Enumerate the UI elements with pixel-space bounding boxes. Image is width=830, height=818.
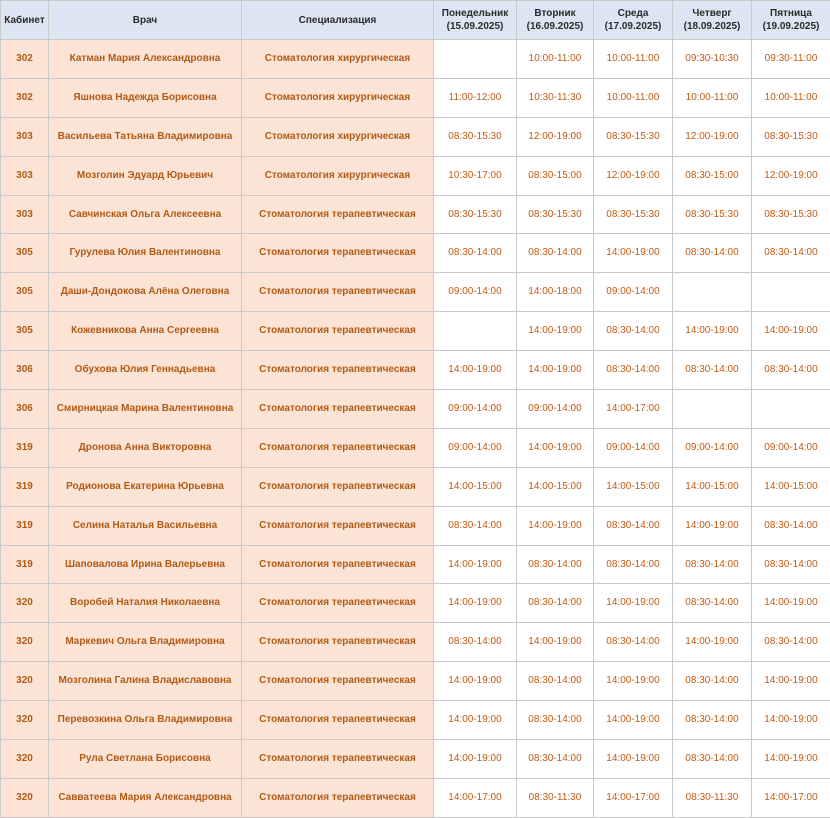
time-cell-wednesday: 14:00-19:00	[594, 701, 673, 740]
time-cell-monday: 14:00-19:00	[434, 662, 517, 701]
header-thursday	[673, 1, 752, 40]
table-row	[1, 351, 830, 390]
time-cell-thursday: 08:30-15:30	[673, 195, 752, 234]
table-row	[1, 234, 830, 273]
time-cell-monday: 10:30-17:00	[434, 156, 517, 195]
time-cell-tuesday: 09:00-14:00	[517, 390, 594, 429]
specialization-cell: Стоматология терапевтическая	[242, 740, 434, 779]
cabinet-cell: 320	[1, 740, 49, 779]
cabinet-cell: 320	[1, 778, 49, 817]
time-cell-thursday: 08:30-15:00	[673, 156, 752, 195]
time-cell-monday	[434, 312, 517, 351]
time-cell-friday: 08:30-14:00	[752, 506, 830, 545]
header-cabinet: Кабинет	[1, 1, 49, 40]
cabinet-cell: 305	[1, 234, 49, 273]
header-tuesday	[517, 1, 594, 40]
time-cell-wednesday: 08:30-14:00	[594, 545, 673, 584]
time-cell-thursday: 08:30-14:00	[673, 740, 752, 779]
time-cell-friday: 08:30-15:30	[752, 195, 830, 234]
table-row	[1, 390, 830, 429]
time-cell-monday	[434, 40, 517, 79]
time-cell-monday: 08:30-15:30	[434, 195, 517, 234]
doctor-cell: Маркевич Ольга Владимировна	[49, 623, 242, 662]
schedule-body	[1, 40, 830, 818]
time-cell-friday: 09:00-14:00	[752, 428, 830, 467]
time-cell-wednesday: 10:00-11:00	[594, 40, 673, 79]
time-cell-monday: 09:00-14:00	[434, 390, 517, 429]
table-row	[1, 545, 830, 584]
doctor-cell: Обухова Юлия Геннадьевна	[49, 351, 242, 390]
time-cell-tuesday: 14:00-19:00	[517, 428, 594, 467]
table-row	[1, 117, 830, 156]
time-cell-thursday: 14:00-15:00	[673, 467, 752, 506]
doctor-cell: Шаповалова Ирина Валерьевна	[49, 545, 242, 584]
table-row	[1, 156, 830, 195]
cabinet-cell: 319	[1, 506, 49, 545]
time-cell-wednesday: 08:30-15:30	[594, 195, 673, 234]
time-cell-tuesday: 12:00-19:00	[517, 117, 594, 156]
time-cell-tuesday: 10:00-11:00	[517, 40, 594, 79]
specialization-cell: Стоматология терапевтическая	[242, 506, 434, 545]
time-cell-tuesday: 08:30-14:00	[517, 584, 594, 623]
specialization-cell: Стоматология терапевтическая	[242, 662, 434, 701]
time-cell-tuesday: 08:30-14:00	[517, 740, 594, 779]
time-cell-wednesday: 08:30-15:30	[594, 117, 673, 156]
time-cell-monday: 08:30-14:00	[434, 623, 517, 662]
day-date: (15.09.2025)	[434, 20, 516, 33]
cabinet-cell: 302	[1, 40, 49, 79]
specialization-cell: Стоматология терапевтическая	[242, 195, 434, 234]
time-cell-friday: 14:00-19:00	[752, 701, 830, 740]
time-cell-thursday: 09:30-10:30	[673, 40, 752, 79]
time-cell-wednesday: 14:00-17:00	[594, 778, 673, 817]
specialization-cell: Стоматология хирургическая	[242, 40, 434, 79]
cabinet-cell: 320	[1, 701, 49, 740]
day-date: (17.09.2025)	[594, 20, 672, 33]
table-row	[1, 312, 830, 351]
time-cell-tuesday: 14:00-15:00	[517, 467, 594, 506]
time-cell-friday: 14:00-15:00	[752, 467, 830, 506]
time-cell-tuesday: 14:00-19:00	[517, 312, 594, 351]
doctor-cell: Селина Наталья Васильевна	[49, 506, 242, 545]
time-cell-thursday: 14:00-19:00	[673, 312, 752, 351]
time-cell-wednesday: 08:30-14:00	[594, 623, 673, 662]
time-cell-friday: 14:00-19:00	[752, 662, 830, 701]
doctor-cell: Перевозкина Ольга Владимировна	[49, 701, 242, 740]
time-cell-tuesday: 08:30-14:00	[517, 701, 594, 740]
time-cell-monday: 14:00-17:00	[434, 778, 517, 817]
doctor-cell: Гурулева Юлия Валентиновна	[49, 234, 242, 273]
time-cell-monday: 14:00-19:00	[434, 740, 517, 779]
day-name: Пятница	[752, 7, 830, 20]
specialization-cell: Стоматология терапевтическая	[242, 778, 434, 817]
time-cell-monday: 08:30-14:00	[434, 234, 517, 273]
time-cell-thursday: 08:30-14:00	[673, 234, 752, 273]
time-cell-thursday: 08:30-14:00	[673, 701, 752, 740]
doctor-cell: Дронова Анна Викторовна	[49, 428, 242, 467]
doctor-cell: Савчинская Ольга Алексеевна	[49, 195, 242, 234]
doctor-cell: Родионова Екатерина Юрьевна	[49, 467, 242, 506]
table-row	[1, 78, 830, 117]
time-cell-friday: 14:00-19:00	[752, 312, 830, 351]
time-cell-tuesday: 08:30-14:00	[517, 662, 594, 701]
table-row	[1, 662, 830, 701]
day-name: Среда	[594, 7, 672, 20]
doctor-cell: Воробей Наталия Николаевна	[49, 584, 242, 623]
time-cell-tuesday: 14:00-18:00	[517, 273, 594, 312]
day-name: Понедельник	[434, 7, 516, 20]
table-row	[1, 195, 830, 234]
table-row	[1, 40, 830, 79]
time-cell-friday: 08:30-15:30	[752, 117, 830, 156]
time-cell-wednesday: 14:00-19:00	[594, 234, 673, 273]
cabinet-cell: 303	[1, 156, 49, 195]
cabinet-cell: 319	[1, 428, 49, 467]
cabinet-cell: 320	[1, 623, 49, 662]
specialization-cell: Стоматология терапевтическая	[242, 234, 434, 273]
time-cell-wednesday: 14:00-17:00	[594, 390, 673, 429]
specialization-cell: Стоматология терапевтическая	[242, 273, 434, 312]
time-cell-monday: 09:00-14:00	[434, 273, 517, 312]
cabinet-cell: 306	[1, 351, 49, 390]
time-cell-tuesday: 08:30-15:00	[517, 156, 594, 195]
time-cell-wednesday: 14:00-19:00	[594, 740, 673, 779]
time-cell-wednesday: 14:00-19:00	[594, 584, 673, 623]
cabinet-cell: 320	[1, 662, 49, 701]
day-date: (18.09.2025)	[673, 20, 751, 33]
specialization-cell: Стоматология хирургическая	[242, 78, 434, 117]
cabinet-cell: 305	[1, 312, 49, 351]
time-cell-tuesday: 14:00-19:00	[517, 506, 594, 545]
doctor-cell: Рула Светлана Борисовна	[49, 740, 242, 779]
day-date: (19.09.2025)	[752, 20, 830, 33]
time-cell-thursday: 08:30-11:30	[673, 778, 752, 817]
time-cell-tuesday: 10:30-11:30	[517, 78, 594, 117]
specialization-cell: Стоматология терапевтическая	[242, 545, 434, 584]
day-name: Четверг	[673, 7, 751, 20]
time-cell-tuesday: 08:30-15:30	[517, 195, 594, 234]
doctor-cell: Смирницкая Марина Валентиновна	[49, 390, 242, 429]
time-cell-monday: 14:00-19:00	[434, 701, 517, 740]
time-cell-friday: 08:30-14:00	[752, 351, 830, 390]
time-cell-friday: 08:30-14:00	[752, 545, 830, 584]
specialization-cell: Стоматология терапевтическая	[242, 623, 434, 662]
doctor-cell: Савватеева Мария Александровна	[49, 778, 242, 817]
time-cell-wednesday: 08:30-14:00	[594, 506, 673, 545]
time-cell-tuesday: 14:00-19:00	[517, 623, 594, 662]
time-cell-tuesday: 08:30-11:30	[517, 778, 594, 817]
specialization-cell: Стоматология хирургическая	[242, 117, 434, 156]
time-cell-monday: 11:00-12:00	[434, 78, 517, 117]
time-cell-monday: 14:00-19:00	[434, 584, 517, 623]
time-cell-thursday: 08:30-14:00	[673, 662, 752, 701]
cabinet-cell: 302	[1, 78, 49, 117]
time-cell-monday: 14:00-15:00	[434, 467, 517, 506]
time-cell-wednesday: 12:00-19:00	[594, 156, 673, 195]
cabinet-cell: 306	[1, 390, 49, 429]
specialization-cell: Стоматология терапевтическая	[242, 390, 434, 429]
header-friday	[752, 1, 830, 40]
time-cell-wednesday: 09:00-14:00	[594, 273, 673, 312]
time-cell-thursday: 10:00-11:00	[673, 78, 752, 117]
time-cell-thursday: 08:30-14:00	[673, 584, 752, 623]
specialization-cell: Стоматология терапевтическая	[242, 467, 434, 506]
time-cell-wednesday: 08:30-14:00	[594, 351, 673, 390]
table-row	[1, 740, 830, 779]
time-cell-wednesday: 08:30-14:00	[594, 312, 673, 351]
time-cell-tuesday: 14:00-19:00	[517, 351, 594, 390]
cabinet-cell: 305	[1, 273, 49, 312]
cabinet-cell: 319	[1, 545, 49, 584]
time-cell-friday: 14:00-19:00	[752, 584, 830, 623]
specialization-cell: Стоматология терапевтическая	[242, 312, 434, 351]
table-row	[1, 623, 830, 662]
time-cell-wednesday: 14:00-19:00	[594, 662, 673, 701]
specialization-cell: Стоматология терапевтическая	[242, 584, 434, 623]
table-row	[1, 467, 830, 506]
time-cell-friday: 14:00-17:00	[752, 778, 830, 817]
cabinet-cell: 320	[1, 584, 49, 623]
time-cell-monday: 08:30-15:30	[434, 117, 517, 156]
table-row	[1, 428, 830, 467]
cabinet-cell: 319	[1, 467, 49, 506]
table-row	[1, 506, 830, 545]
doctor-cell: Кожевникова Анна Сергеевна	[49, 312, 242, 351]
time-cell-thursday: 08:30-14:00	[673, 545, 752, 584]
time-cell-monday: 09:00-14:00	[434, 428, 517, 467]
specialization-cell: Стоматология хирургическая	[242, 156, 434, 195]
time-cell-tuesday: 08:30-14:00	[517, 234, 594, 273]
doctor-cell: Катман Мария Александровна	[49, 40, 242, 79]
specialization-cell: Стоматология терапевтическая	[242, 701, 434, 740]
header-doctor: Врач	[49, 1, 242, 40]
time-cell-wednesday: 09:00-14:00	[594, 428, 673, 467]
time-cell-tuesday: 08:30-14:00	[517, 545, 594, 584]
time-cell-friday: 08:30-14:00	[752, 623, 830, 662]
day-date: (16.09.2025)	[517, 20, 593, 33]
time-cell-monday: 14:00-19:00	[434, 545, 517, 584]
cabinet-cell: 303	[1, 195, 49, 234]
time-cell-thursday: 12:00-19:00	[673, 117, 752, 156]
day-name: Вторник	[517, 7, 593, 20]
doctor-cell: Мозголина Галина Владиславовна	[49, 662, 242, 701]
time-cell-thursday: 08:30-14:00	[673, 351, 752, 390]
time-cell-friday	[752, 273, 830, 312]
header-wednesday	[594, 1, 673, 40]
doctor-cell: Даши-Дондокова Алёна Олеговна	[49, 273, 242, 312]
specialization-cell: Стоматология терапевтическая	[242, 428, 434, 467]
time-cell-thursday	[673, 273, 752, 312]
time-cell-friday: 10:00-11:00	[752, 78, 830, 117]
table-row	[1, 584, 830, 623]
time-cell-thursday: 09:00-14:00	[673, 428, 752, 467]
table-row	[1, 701, 830, 740]
time-cell-friday: 08:30-14:00	[752, 234, 830, 273]
specialization-cell: Стоматология терапевтическая	[242, 351, 434, 390]
doctor-cell: Мозголин Эдуард Юрьевич	[49, 156, 242, 195]
time-cell-wednesday: 10:00-11:00	[594, 78, 673, 117]
time-cell-monday: 14:00-19:00	[434, 351, 517, 390]
time-cell-wednesday: 14:00-15:00	[594, 467, 673, 506]
doctor-cell: Васильева Татьяна Владимировна	[49, 117, 242, 156]
time-cell-thursday: 14:00-19:00	[673, 506, 752, 545]
cabinet-cell: 303	[1, 117, 49, 156]
header-monday	[434, 1, 517, 40]
table-row	[1, 273, 830, 312]
time-cell-friday	[752, 390, 830, 429]
time-cell-friday: 12:00-19:00	[752, 156, 830, 195]
doctor-cell: Яшнова Надежда Борисовна	[49, 78, 242, 117]
time-cell-thursday: 14:00-19:00	[673, 623, 752, 662]
time-cell-friday: 09:30-11:00	[752, 40, 830, 79]
header-row	[1, 1, 830, 40]
header-specialization: Специализация	[242, 1, 434, 40]
time-cell-thursday	[673, 390, 752, 429]
time-cell-monday: 08:30-14:00	[434, 506, 517, 545]
table-row	[1, 778, 830, 817]
time-cell-friday: 14:00-19:00	[752, 740, 830, 779]
